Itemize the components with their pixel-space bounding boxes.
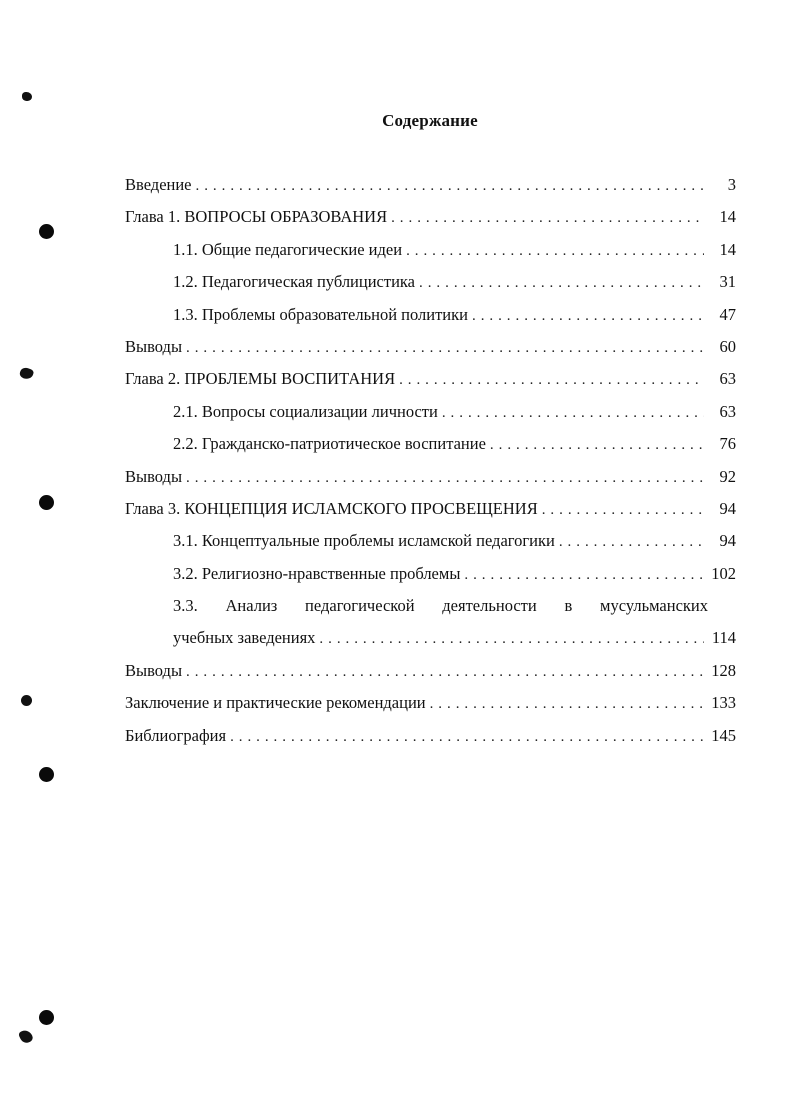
toc-entry: [125, 396, 736, 428]
toc-entry-label: Выводы: [125, 336, 183, 356]
toc-leader-dots: [490, 429, 704, 461]
toc-entry: [125, 461, 736, 493]
scan-speck: [22, 92, 32, 101]
toc-leader-dots: [430, 688, 704, 720]
toc-leader-dots: [391, 202, 704, 234]
toc-entry: [125, 363, 736, 395]
binder-hole-mark: [39, 1010, 54, 1025]
toc-entry: [125, 558, 736, 590]
toc-entry-page: 102: [711, 563, 736, 583]
toc-entry-page: 14: [719, 207, 736, 227]
toc-entry-label: 1.2. Педагогическая публицистика: [173, 272, 416, 292]
toc-entry-page: 63: [719, 401, 736, 421]
toc-entry-page: 145: [711, 725, 736, 745]
toc-entry: [125, 687, 736, 719]
toc-entry-page: 128: [711, 660, 736, 680]
toc-leader-dots: [442, 397, 704, 429]
toc-entry-page: 94: [719, 531, 736, 551]
toc-entry: [125, 169, 736, 201]
toc-entry-label: 1.3. Проблемы образовательной политики: [173, 304, 468, 324]
toc-entry-label: 2.2. Гражданско-патриотическое воспитание: [173, 434, 486, 454]
toc-entry-label: учебных заведениях: [173, 628, 316, 648]
toc-entry-page: 3: [727, 175, 736, 194]
toc-entry: [125, 590, 736, 622]
page-title: Содержание: [382, 111, 478, 130]
toc-entry: [125, 525, 736, 557]
toc-entry-page: 133: [711, 693, 736, 713]
toc-entry: [125, 493, 736, 525]
toc-entry-label: Библиография: [125, 725, 227, 745]
toc-entry-label: Глава 3. КОНЦЕПЦИЯ ИСЛАМСКОГО ПРОСВЕЩЕНИЯ: [125, 498, 538, 518]
toc-entry-label: Введение: [125, 175, 192, 194]
toc-entry-label: Глава 1. ВОПРОСЫ ОБРАЗОВАНИЯ: [125, 207, 388, 227]
toc-entry-page: 31: [719, 272, 736, 292]
toc-entry-page: 14: [719, 239, 736, 259]
toc-entry: [125, 234, 736, 266]
toc-leader-dots: [186, 656, 704, 688]
toc-leader-dots: [464, 559, 704, 591]
toc-entry-page: 114: [711, 628, 736, 648]
toc-entry: [125, 622, 736, 654]
toc-leader-dots: [406, 235, 704, 267]
toc-entry-page: 76: [719, 434, 736, 454]
binder-hole-mark: [39, 224, 54, 239]
toc-entry-label: Выводы: [125, 466, 183, 486]
toc-entry-label: 3.3. Анализ педагогической деятельности в мусульманских: [173, 596, 708, 616]
toc-entry: [125, 720, 736, 752]
toc-entry: [125, 266, 736, 298]
toc-entry-label: Глава 2. ПРОБЛЕМЫ ВОСПИТАНИЯ: [125, 369, 396, 389]
toc-entry-page: 63: [719, 369, 736, 389]
toc-leader-dots: [319, 623, 704, 655]
binder-hole-mark: [39, 767, 54, 782]
toc-entry-label: 3.1. Концептуальные проблемы исламской педагогики: [173, 531, 555, 551]
toc-leader-dots: [196, 170, 704, 202]
toc-entry: [125, 331, 736, 363]
toc-entry-label: Выводы: [125, 660, 183, 680]
toc-entry-label: 2.1. Вопросы социализации личности: [173, 401, 438, 421]
toc-entry: [125, 201, 736, 233]
toc-entry-page: 47: [719, 304, 736, 324]
toc-leader-dots: [230, 721, 704, 753]
toc-entry: [125, 299, 736, 331]
toc-leader-dots: [472, 300, 704, 332]
binder-hole-mark: [39, 495, 54, 510]
toc-entry: [125, 428, 736, 460]
table-of-contents: [125, 169, 736, 752]
toc-entry-page: 92: [719, 466, 736, 486]
toc-leader-dots: [186, 332, 704, 364]
toc-entry-page: 60: [719, 336, 736, 356]
toc-leader-dots: [186, 462, 704, 494]
toc-leader-dots: [419, 267, 704, 299]
scan-speck: [21, 695, 32, 706]
toc-leader-dots: [399, 364, 704, 396]
toc-entry-label: Заключение и практические рекомендации: [125, 693, 426, 713]
scan-speck: [19, 366, 35, 381]
scan-speck: [18, 1028, 34, 1045]
toc-entry-page: 94: [719, 498, 736, 518]
toc-leader-dots: [542, 494, 704, 526]
toc-entry-label: 3.2. Религиозно-нравственные проблемы: [173, 563, 461, 583]
toc-leader-dots: [559, 526, 704, 558]
toc-entry: [125, 655, 736, 687]
toc-entry-label: 1.1. Общие педагогические идеи: [173, 239, 403, 259]
